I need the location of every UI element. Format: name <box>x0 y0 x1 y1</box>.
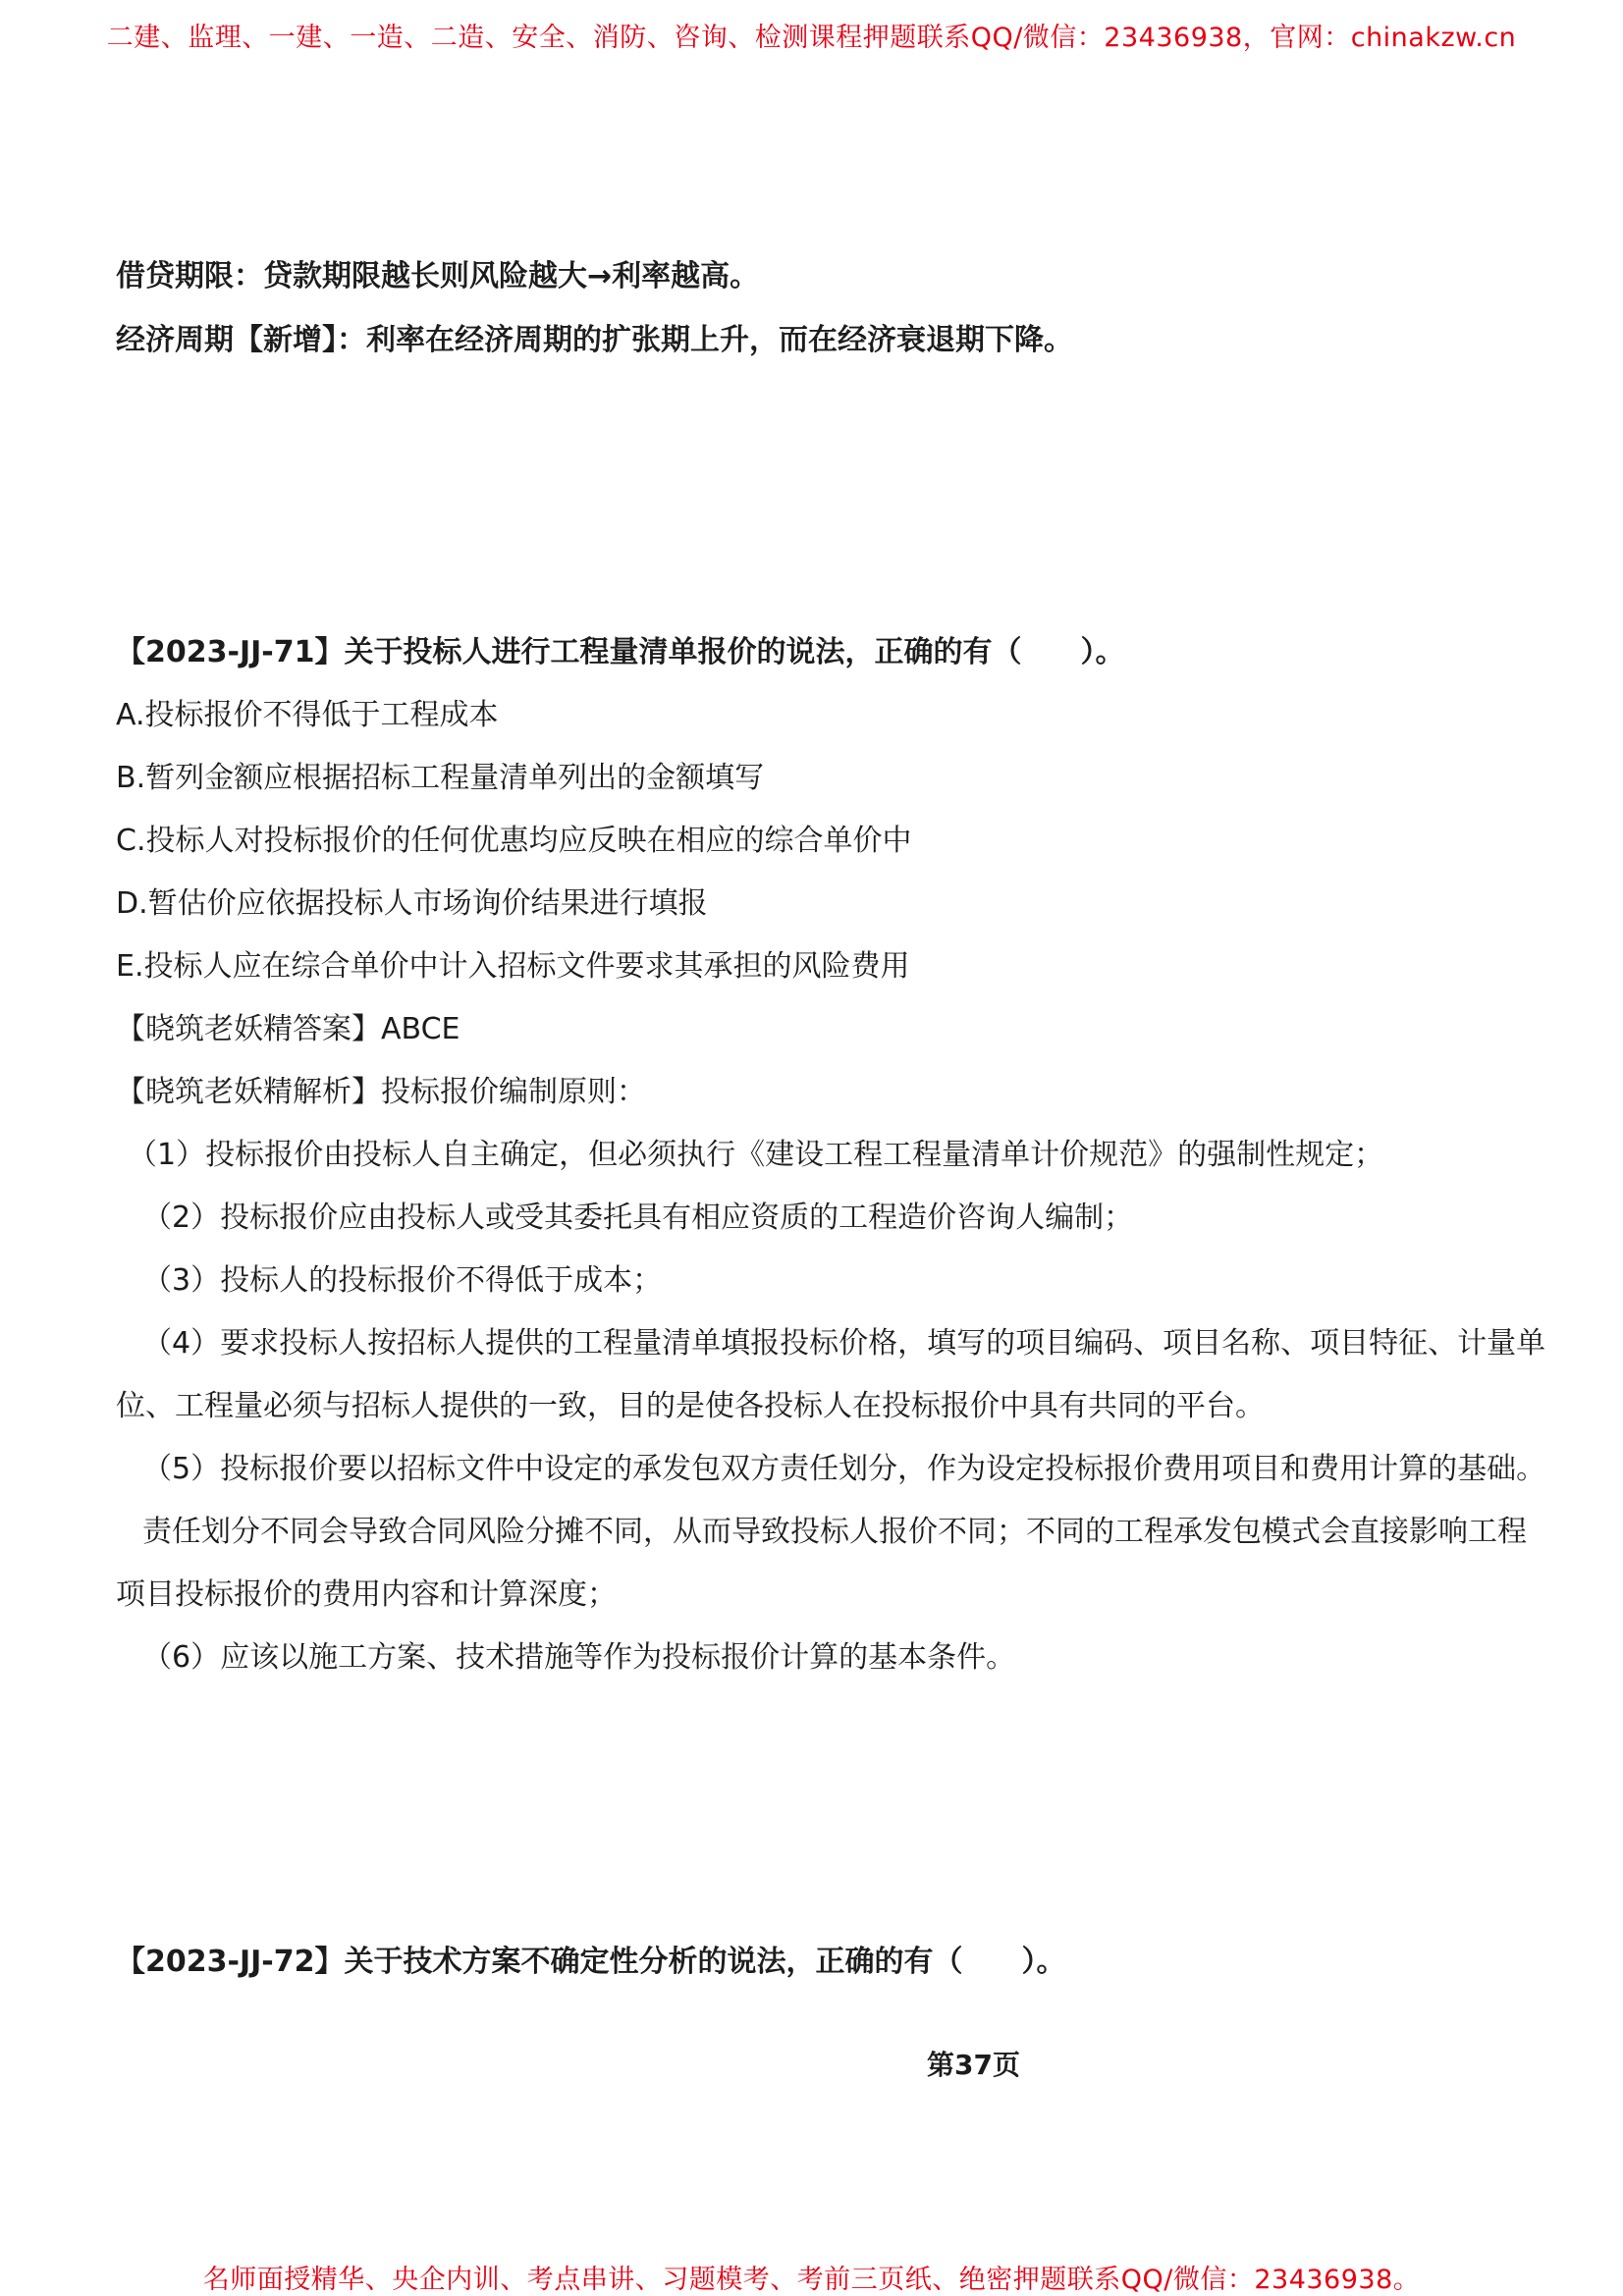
question-71-option-a: A.投标报价不得低于工程成本 <box>116 698 499 732</box>
top-contact-banner: 二建、监理、一建、一造、二造、安全、消防、咨询、检测课程押题联系QQ/微信：23436938，官网：chinakzw.cn <box>106 23 1517 53</box>
analysis-line-5c: 项目投标报价的费用内容和计算深度； <box>116 1577 617 1612</box>
page-number: 第37页 <box>927 2049 1020 2081</box>
question-71-option-e: E.投标人应在综合单价中计入招标文件要求其承担的风险费用 <box>116 949 910 984</box>
analysis-line-1: （1）投标报价由投标人自主确定，但必须执行《建设工程工程量清单计价规范》的强制性规定； <box>128 1138 1384 1172</box>
question-72-stem: 【2023-JJ-72】关于技术方案不确定性分析的说法，正确的有（ ）。 <box>116 1945 1066 1979</box>
question-71-option-d: D.暂估价应依据投标人市场询价结果进行填报 <box>116 886 708 921</box>
analysis-line-5a: （5）投标报价要以招标文件中设定的承发包双方责任划分，作为设定投标报价费用项目和费用计算的基础。 <box>142 1452 1546 1486</box>
bottom-contact-banner: 名师面授精华、央企内训、考点串讲、习题模考、考前三页纸、绝密押题联系QQ/微信：23436938。 <box>202 2265 1421 2295</box>
analysis-line-5b: 责任划分不同会导致合同风险分摊不同，从而导致投标人报价不同；不同的工程承发包模式会直接影响工程 <box>142 1515 1527 1549</box>
analysis-line-4b: 位、工程量必须与招标人提供的一致，目的是使各投标人在投标报价中具有共同的平台。 <box>116 1389 1265 1423</box>
analysis-line-3: （3）投标人的投标报价不得低于成本； <box>142 1263 663 1298</box>
intro-line-loan-term: 借贷期限：贷款期限越长则风险越大→利率越高。 <box>116 259 760 294</box>
intro-line-economic-cycle: 经济周期【新增】：利率在经济周期的扩张期上升，而在经济衰退期下降。 <box>116 323 1073 357</box>
question-71-answer: 【晓筑老妖精答案】ABCE <box>116 1012 460 1046</box>
analysis-line-4a: （4）要求投标人按招标人提供的工程量清单填报投标价格，填写的项目编码、项目名称、项目特征、计量单 <box>142 1326 1546 1361</box>
question-71-analysis-title: 【晓筑老妖精解析】投标报价编制原则： <box>116 1075 646 1109</box>
analysis-line-6: （6）应该以施工方案、技术措施等作为投标报价计算的基本条件。 <box>142 1640 1016 1675</box>
question-71-option-b: B.暂列金额应根据招标工程量清单列出的金额填写 <box>116 761 765 795</box>
question-71-option-c: C.投标人对投标报价的任何优惠均应反映在相应的综合单价中 <box>116 824 912 858</box>
question-71-stem: 【2023-JJ-71】关于投标人进行工程量清单报价的说法，正确的有（ ）。 <box>116 635 1125 669</box>
analysis-line-2: （2）投标报价应由投标人或受其委托具有相应资质的工程造价咨询人编制； <box>142 1201 1134 1235</box>
